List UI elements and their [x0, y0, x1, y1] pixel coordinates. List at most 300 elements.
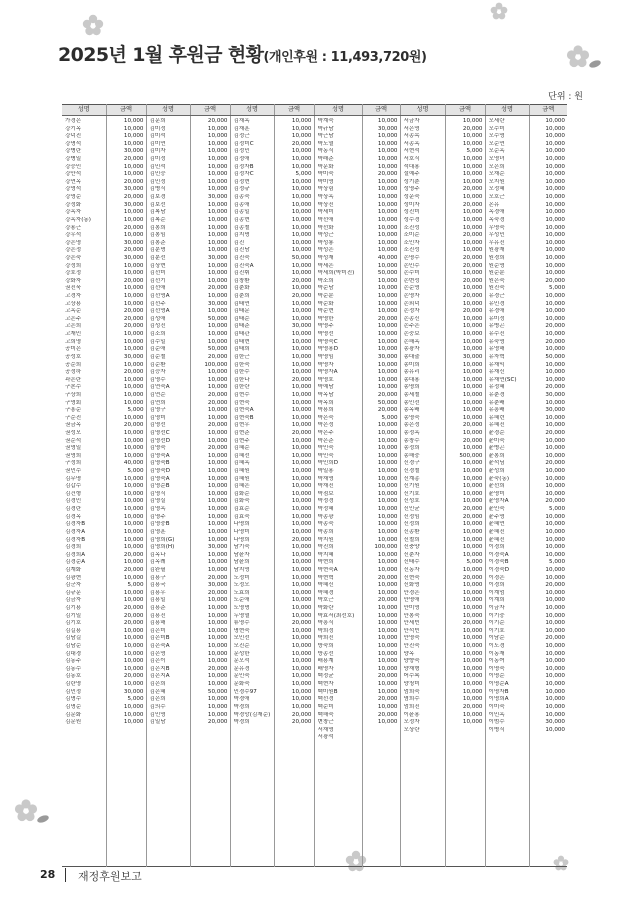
donation-amount: 10,000	[207, 643, 228, 650]
donation-amount: 10,000	[207, 468, 228, 475]
donor-name-column	[230, 116, 274, 867]
donor-name: 이경숙D	[488, 566, 510, 573]
donation-amount: 10,000	[377, 536, 398, 543]
donation-amount: 10,000	[545, 300, 565, 307]
donation-amount: 30,000	[207, 300, 228, 307]
donation-amount: 10,000	[545, 627, 565, 634]
donor-name: 박상림	[317, 186, 334, 193]
donation-amount: 20,000	[545, 635, 565, 642]
donor-name: 박희진	[317, 635, 334, 642]
donation-amount: 10,000	[377, 422, 398, 429]
donor-name: 권영일	[65, 445, 82, 452]
donation-amount: 10,000	[377, 498, 398, 505]
donation-amount: 20,000	[207, 574, 228, 581]
donation-amount: 10,000	[123, 399, 144, 406]
donor-name: 김은미	[149, 627, 166, 634]
donation-amount: 10,000	[377, 665, 398, 672]
donation-amount: 20,000	[291, 719, 312, 726]
donor-name: 김영식	[149, 490, 166, 497]
donor-name: 손정자	[403, 308, 420, 315]
donor-name: 오순연	[488, 140, 505, 147]
donor-name: 김영숙D	[149, 468, 171, 475]
donation-amount: 10,000	[545, 194, 565, 201]
donor-name: 박문화	[317, 163, 334, 170]
donation-amount: 10,000	[545, 536, 565, 543]
donation-amount: 10,000	[377, 688, 398, 695]
donor-name: 유경애	[488, 308, 505, 315]
donation-amount: 10,000	[123, 338, 144, 345]
donation-amount: 10,000	[377, 156, 398, 163]
column-header-name: 성명	[146, 105, 190, 116]
footer-divider	[65, 868, 66, 882]
donation-amount: 10,000	[291, 194, 312, 201]
donor-name: 김영주	[149, 513, 166, 520]
donor-name: 김정자B	[233, 163, 254, 170]
donor-name: 김계화	[65, 566, 82, 573]
donation-amount: 10,000	[545, 490, 565, 497]
donor-name: 송은정	[403, 422, 420, 429]
donation-amount: 10,000	[291, 186, 312, 193]
donation-amount: 10,000	[291, 544, 312, 551]
donor-name: 박성재	[317, 254, 334, 261]
donor-name: 원광재	[488, 247, 505, 254]
donor-name: 이기중	[488, 612, 505, 619]
donation-amount: 10,000	[462, 445, 483, 452]
donor-name: 박노열	[317, 140, 334, 147]
donor-name: 박희정	[317, 627, 334, 634]
donor-name: 김분선	[149, 254, 166, 261]
donation-amount: 10,000	[545, 544, 565, 551]
donor-name: 윤주영	[488, 513, 505, 520]
donation-amount: 10,000	[291, 353, 312, 360]
donor-name: 김현숙B	[233, 414, 254, 421]
donor-name: 김옥나	[149, 551, 166, 558]
donation-amount: 10,000	[123, 506, 144, 513]
donation-amount: 10,000	[207, 498, 228, 505]
donor-name: 배영자	[317, 665, 334, 672]
donor-name: 박경애	[233, 696, 250, 703]
donation-amount: 10,000	[207, 605, 228, 611]
donor-name: 권성모	[65, 429, 82, 436]
donation-amount: 10,000	[123, 361, 144, 368]
donor-name: 김현우	[233, 422, 250, 429]
donation-amount: 20,000	[123, 156, 144, 163]
donor-name: 강영석	[65, 186, 82, 193]
donation-amount: 10,000	[545, 369, 565, 376]
donor-name: 서현석	[403, 148, 420, 155]
donor-name: 김명수	[65, 696, 82, 703]
donation-amount: 50,000	[377, 399, 398, 406]
donation-amount: 10,000	[377, 178, 398, 185]
donor-name: 강안석	[65, 171, 82, 178]
donation-amount: 10,000	[291, 452, 312, 459]
donation-amount: 10,000	[291, 460, 312, 467]
donation-amount: 20,000	[207, 589, 228, 596]
donation-amount: 5,000	[127, 407, 144, 414]
donation-amount: 10,000	[462, 178, 483, 185]
donor-name: 김은영	[149, 650, 166, 657]
donor-name: 공정하	[65, 369, 82, 376]
donation-amount: 10,000	[207, 308, 228, 315]
donation-amount: 10,000	[207, 178, 228, 185]
donor-name: 유흥배	[488, 407, 505, 414]
column-header-name: 성명	[314, 105, 362, 116]
donor-name: 김남순	[65, 643, 82, 650]
donation-amount: 30,000	[123, 201, 144, 208]
donation-amount: 20,000	[123, 612, 144, 619]
donor-name: 신정임	[403, 513, 420, 520]
donor-name: 김대경	[65, 650, 82, 657]
column-header-amount: 금액	[190, 105, 230, 116]
donor-name: 소인자	[403, 239, 420, 246]
donor-name: 박정혜	[317, 506, 334, 513]
donation-amount: 10,000	[462, 566, 483, 573]
donor-name: 김문희	[149, 118, 166, 124]
donation-amount-column	[362, 116, 400, 867]
donor-name: 이동재	[488, 650, 505, 657]
donor-name: 김은지A	[149, 673, 170, 680]
donor-name: 백해숙	[317, 711, 334, 718]
donation-amount: 10,000	[123, 681, 144, 688]
donor-name: 고은희	[65, 323, 82, 330]
donation-amount: 10,000	[545, 125, 565, 132]
donation-amount: 10,000	[462, 285, 483, 292]
donor-name: 김미자	[149, 148, 166, 155]
donor-name: 김순철	[149, 353, 166, 360]
donor-name: 이경숙A	[488, 551, 509, 558]
donor-name: 백정균	[317, 673, 334, 680]
donor-name: 김용구	[149, 574, 166, 581]
donor-name: 김경옥	[65, 513, 82, 520]
donor-name: 고옥순	[65, 308, 82, 315]
donor-name: 강연옥	[65, 178, 82, 185]
donation-amount: 100,000	[374, 544, 398, 551]
donation-amount: 10,000	[207, 125, 228, 132]
donor-table	[62, 104, 567, 867]
donation-amount: 10,000	[545, 331, 565, 338]
donation-amount-column	[190, 116, 230, 867]
donation-amount: 10,000	[207, 429, 228, 436]
donor-name: 박경망(김재순)	[233, 711, 271, 718]
donor-name: 김은혜	[149, 688, 166, 695]
donor-name: 김진숙	[233, 254, 250, 261]
donation-amount: 20,000	[291, 140, 312, 147]
donation-amount: 10,000	[123, 589, 144, 596]
donation-amount: 5,000	[127, 696, 144, 703]
donation-amount: 10,000	[545, 232, 565, 239]
donation-amount: 10,000	[377, 308, 398, 315]
donor-name: 권금옥	[65, 422, 82, 429]
donor-name: 이계희	[488, 597, 505, 604]
donation-amount: 50,000	[545, 353, 565, 360]
donor-name: 김순애	[149, 346, 166, 353]
donation-amount: 50,000	[207, 346, 228, 353]
flower-icon	[82, 14, 104, 36]
donation-amount: 10,000	[207, 140, 228, 147]
donation-amount: 10,000	[462, 133, 483, 140]
donation-amount: 10,000	[207, 293, 228, 300]
donor-name: 민경수97	[233, 688, 257, 695]
donor-name: 이계엄	[488, 589, 505, 596]
donation-amount: 10,000	[545, 650, 565, 657]
donor-name: 설예주	[403, 171, 420, 178]
donation-amount: 10,000	[377, 551, 398, 558]
donor-name: 송인선	[403, 399, 420, 406]
donor-name: 김종철	[233, 224, 250, 231]
donation-amount: 20,000	[291, 293, 312, 300]
donation-amount: 10,000	[291, 673, 312, 680]
donor-name: 김보경	[149, 194, 166, 201]
donor-name: 신경구	[403, 460, 420, 467]
donation-amount: 10,000	[377, 118, 398, 124]
donation-amount: 10,000	[207, 163, 228, 170]
donation-amount: 30,000	[123, 353, 144, 360]
donor-name: 송창수	[403, 437, 420, 444]
donation-amount: 10,000	[377, 133, 398, 140]
donor-name: 나영미	[233, 528, 250, 535]
donor-name: 유숙영	[488, 338, 505, 345]
donation-amount: 50,000	[377, 270, 398, 277]
donor-name: 박종숙	[317, 521, 334, 528]
donor-name: 김현준	[233, 429, 250, 436]
donor-name: 김용우	[149, 589, 166, 596]
donor-name: 서은영	[403, 125, 420, 132]
donation-amount: 10,000	[462, 665, 483, 672]
donor-name: 노정미	[233, 574, 250, 581]
donation-amount: 10,000	[462, 194, 483, 201]
donor-name: 김민석	[149, 163, 166, 170]
donor-name: 신현숙	[403, 574, 420, 581]
donor-name: 박동식	[317, 148, 334, 155]
donation-amount: 10,000	[123, 498, 144, 505]
donation-amount: 10,000	[377, 490, 398, 497]
donor-name: 김선기	[149, 277, 166, 284]
donation-amount: 20,000	[291, 277, 312, 284]
donation-amount: 10,000	[291, 270, 312, 277]
donation-amount: 10,000	[462, 627, 483, 634]
donor-name: 송영숙	[403, 414, 420, 421]
donation-amount: 10,000	[377, 346, 398, 353]
donor-name: 김태희	[233, 346, 250, 353]
donor-name: 구흥순	[65, 407, 82, 414]
donation-amount: 10,000	[377, 643, 398, 650]
donation-amount: 10,000	[123, 331, 144, 338]
donation-amount: 20,000	[462, 262, 483, 269]
donation-amount: 10,000	[207, 414, 228, 421]
donation-amount: 10,000	[545, 171, 565, 178]
donation-amount: 10,000	[545, 612, 565, 619]
donation-amount: 10,000	[123, 437, 144, 444]
donation-amount: 10,000	[462, 597, 483, 604]
donor-name: 김영수	[149, 376, 166, 383]
donor-name: 성운숙	[403, 194, 420, 201]
donation-amount: 5,000	[466, 559, 483, 566]
donor-name: 강병란	[65, 148, 82, 155]
donation-amount-column	[274, 116, 314, 867]
donor-name: 김영숙A	[149, 452, 170, 459]
donation-amount: 10,000	[123, 285, 144, 292]
donation-amount: 20,000	[291, 429, 312, 436]
donation-amount: 5,000	[466, 148, 483, 155]
donor-name: 오호근	[488, 194, 505, 201]
donor-name: 손변성	[403, 277, 420, 284]
column-header-name: 성명	[62, 105, 106, 116]
donor-name: 박효서(최선호)	[317, 612, 355, 619]
donor-name: 신인균	[403, 506, 420, 513]
donor-name: 유민경	[488, 300, 505, 307]
donation-amount: 10,000	[123, 643, 144, 650]
donor-name: 박예남	[317, 384, 334, 391]
donor-name: 김미연	[149, 140, 166, 147]
donor-name: 김의수	[149, 703, 166, 710]
donation-amount: 10,000	[291, 201, 312, 208]
donation-amount: 10,000	[207, 475, 228, 482]
donor-name: 문인숙	[233, 673, 250, 680]
donation-amount: 10,000	[291, 490, 312, 497]
donor-name: 문화숙	[233, 681, 250, 688]
unit-label: 단위 : 원	[548, 92, 583, 102]
donation-amount: 10,000	[462, 643, 483, 650]
donor-name: 방종선	[317, 650, 334, 657]
donation-amount: 10,000	[207, 376, 228, 383]
donation-amount: 10,000	[123, 125, 144, 132]
donation-amount: 30,000	[207, 582, 228, 589]
donation-amount: 10,000	[207, 711, 228, 718]
donation-amount: 10,000	[291, 300, 312, 307]
donor-name: 박순남	[317, 285, 334, 292]
donor-name: 이윤용	[403, 711, 420, 718]
donor-name: 박혜신	[317, 582, 334, 589]
donor-name: 안세빈	[403, 620, 420, 627]
donation-amount: 20,000	[462, 125, 483, 132]
donation-amount: 30,000	[462, 353, 483, 360]
donation-amount: 10,000	[123, 703, 144, 710]
donation-amount: 40,000	[123, 460, 144, 467]
donor-name: 송옥배	[403, 407, 420, 414]
donor-name: 모민선	[233, 635, 250, 642]
donation-amount: 30,000	[123, 688, 144, 695]
column-header-name: 성명	[230, 105, 274, 116]
donor-name: 김태순	[233, 315, 250, 322]
donation-amount: 10,000	[291, 178, 312, 185]
donor-name: 김인영	[149, 711, 166, 718]
donor-name: 김영숙A	[149, 475, 170, 482]
donation-amount: 30,000	[291, 323, 312, 330]
donation-amount: 10,000	[377, 361, 398, 368]
donation-amount: 20,000	[123, 308, 144, 315]
donor-name: 강우석	[65, 232, 82, 239]
donor-name: 김광현	[65, 574, 82, 581]
donation-amount: 10,000	[545, 452, 565, 459]
donor-name: 박규남	[317, 125, 334, 132]
flower-with-leaves-icon	[566, 44, 606, 74]
donation-amount: 10,000	[123, 118, 144, 124]
donor-name: 손중보	[403, 331, 420, 338]
donor-name: 곽은란	[65, 376, 82, 383]
donor-name: 김미정	[149, 125, 166, 132]
donation-amount: 10,000	[123, 559, 144, 566]
donor-name: 신동자	[403, 566, 420, 573]
donor-name-column	[400, 116, 445, 867]
donation-amount: 10,000	[291, 566, 312, 573]
donation-amount: 10,000	[545, 513, 565, 520]
donor-name: 김정애	[233, 156, 250, 163]
donation-amount: 20,000	[545, 498, 565, 505]
donor-name: 김경자B	[65, 536, 86, 543]
donation-amount: 10,000	[207, 338, 228, 345]
donation-amount: 10,000	[291, 658, 312, 665]
donor-name: 박옥희	[317, 399, 334, 406]
donation-amount: 10,000	[207, 186, 228, 193]
donor-name: 박일용	[317, 468, 334, 475]
donation-amount: 10,000	[545, 346, 565, 353]
donor-name: 김수일	[149, 338, 166, 345]
donation-amount: 10,000	[291, 331, 312, 338]
donor-name: 양옥	[403, 650, 415, 657]
donor-name: 신기원	[403, 483, 420, 490]
donation-amount: 20,000	[123, 178, 144, 185]
donation-amount: 10,000	[291, 612, 312, 619]
donation-amount: 10,000	[291, 369, 312, 376]
donation-amount: 10,000	[545, 414, 565, 421]
donor-name: 김선미	[149, 270, 166, 277]
donor-name: 김화순	[233, 490, 250, 497]
donor-name: 김건형	[65, 490, 82, 497]
donation-amount: 10,000	[377, 300, 398, 307]
donor-name: 강옥자(동)	[65, 216, 91, 223]
donation-amount: 10,000	[207, 156, 228, 163]
donation-amount: 10,000	[207, 597, 228, 604]
donor-name: 도순애	[233, 597, 250, 604]
donor-name: 서종옥	[403, 140, 420, 147]
donation-amount: 10,000	[377, 323, 398, 330]
donation-amount: 20,000	[123, 422, 144, 429]
flower-with-leaves-icon	[14, 798, 54, 828]
donation-amount: 10,000	[545, 605, 565, 611]
donor-name: 유혜진	[488, 422, 505, 429]
donor-name: 성미자	[403, 201, 420, 208]
donor-name: 김병식	[149, 186, 166, 193]
donor-name: 윤봉희	[488, 452, 505, 459]
donor-name: 강정화	[65, 201, 82, 208]
donation-amount: 10,000	[545, 658, 565, 665]
donor-name: 신성호	[403, 498, 420, 505]
donation-amount: 10,000	[207, 216, 228, 223]
donation-amount: 10,000	[462, 270, 483, 277]
donor-name: 김민정	[65, 688, 82, 695]
donor-name: 신경철	[403, 468, 420, 475]
donation-amount: 10,000	[207, 627, 228, 634]
donation-amount: 10,000	[462, 369, 483, 376]
donor-name: 김경희	[65, 544, 82, 551]
donation-amount: 20,000	[123, 369, 144, 376]
donor-name: 엄희숙	[403, 688, 420, 695]
donation-amount: 10,000	[462, 384, 483, 391]
donor-name: 김경자A	[65, 528, 86, 535]
column-header-amount: 금액	[274, 105, 314, 116]
donor-name: 김경자B	[65, 521, 86, 528]
donor-name: 김미석	[149, 133, 166, 140]
donor-name: 김진남	[233, 247, 250, 254]
donor-name: 나명희	[233, 536, 250, 543]
donation-amount: 10,000	[123, 574, 144, 581]
donor-name: 김현숙A	[233, 407, 254, 414]
donor-name: 이기호	[488, 627, 505, 634]
donor-name: 문유경	[233, 665, 250, 672]
donation-amount: 10,000	[462, 528, 483, 535]
donor-name: 김동수	[65, 665, 82, 672]
donor-name: 김영중B	[149, 521, 170, 528]
